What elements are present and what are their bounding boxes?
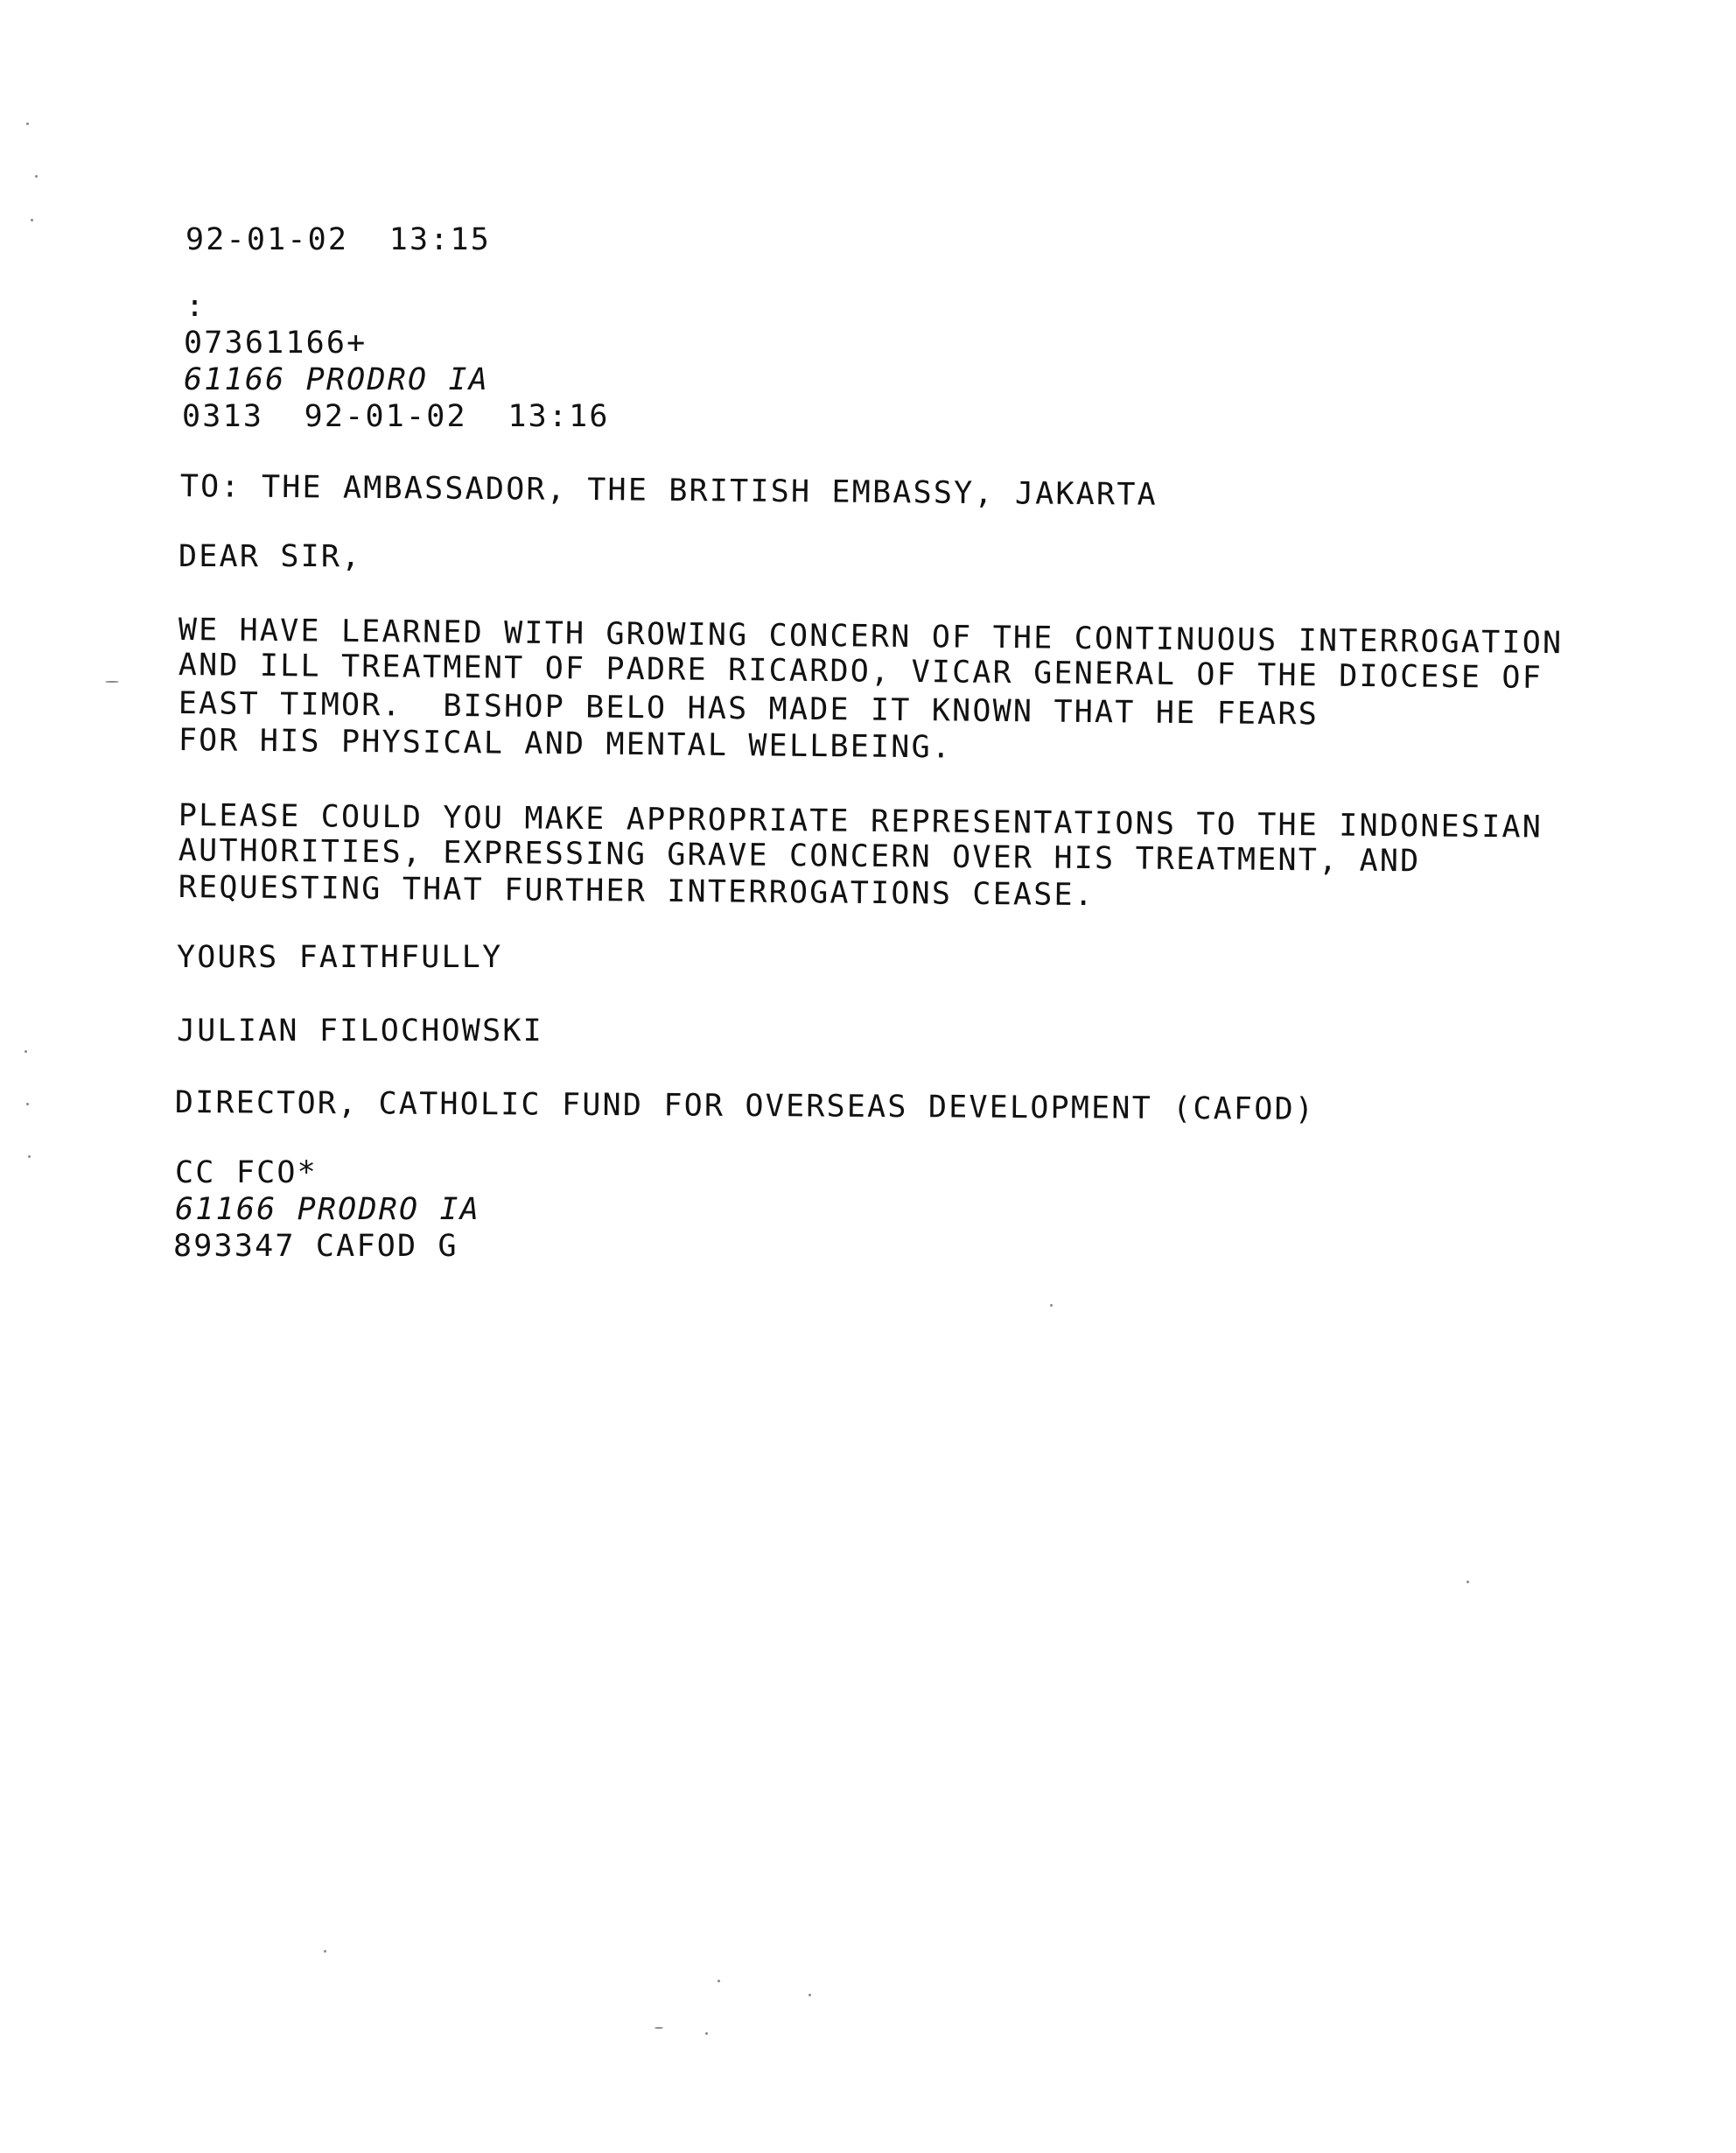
header-transmission-line: 0313 92-01-02 13:16: [182, 399, 610, 434]
scan-speck: [28, 1155, 31, 1158]
paragraph-1-line-2: AND ILL TREATMENT OF PADRE RICARDO, VICAR GENERAL OF THE DIOCESE OF: [178, 648, 1544, 696]
header-colon: :: [186, 289, 206, 324]
scan-speck: [105, 681, 119, 683]
scan-speck: [654, 2027, 663, 2029]
salutation: DEAR SIR,: [178, 539, 362, 574]
scan-speck: [26, 123, 29, 125]
paragraph-2-line-3: REQUESTING THAT FURTHER INTERROGATIONS CEASE.: [178, 870, 1096, 914]
scan-speck: [1466, 1581, 1469, 1583]
footer-answerback-cafod: 893347 CAFOD G: [173, 1229, 458, 1264]
signatory-name: JULIAN FILOCHOWSKI: [177, 1013, 543, 1048]
signatory-title: DIRECTOR, CATHOLIC FUND FOR OVERSEAS DEVELOPMENT (CAFOD): [174, 1085, 1316, 1127]
scan-speck: [26, 1103, 29, 1105]
closing: YOURS FAITHFULLY: [177, 940, 503, 975]
paragraph-2-line-1: PLEASE COULD YOU MAKE APPROPRIATE REPRESENTATIONS TO THE INDONESIAN: [178, 798, 1544, 845]
scan-speck: [31, 219, 33, 221]
header-date-time: 92-01-02 13:15: [186, 222, 492, 257]
header-telex-number: 07361166+: [184, 326, 368, 361]
scan-speck: [1050, 1304, 1053, 1307]
paragraph-2-line-2: AUTHORITIES, EXPRESSING GRAVE CONCERN OVER HIS TREATMENT, AND: [178, 833, 1421, 880]
scan-speck: [718, 1980, 720, 1982]
paragraph-1-line-3: EAST TIMOR. BISHOP BELO HAS MADE IT KNOWN THAT HE FEARS: [178, 686, 1320, 733]
header-answerback: 61166 PRODRO IA: [184, 362, 490, 397]
to-line: TO: THE AMBASSADOR, THE BRITISH EMBASSY, JAKARTA: [179, 469, 1158, 513]
paragraph-1-line-4: FOR HIS PHYSICAL AND MENTAL WELLBEING.: [178, 723, 953, 766]
scan-speck: [705, 2032, 708, 2035]
scan-speck: [24, 1050, 27, 1053]
scan-speck: [35, 175, 38, 178]
footer-answerback: 61166 PRODRO IA: [175, 1192, 481, 1227]
scan-speck: [808, 1994, 811, 1996]
scan-speck: [324, 1950, 326, 1953]
cc-line: CC FCO*: [175, 1155, 318, 1190]
paragraph-1-line-1: WE HAVE LEARNED WITH GROWING CONCERN OF THE CONTINUOUS INTERROGATION: [178, 613, 1564, 662]
